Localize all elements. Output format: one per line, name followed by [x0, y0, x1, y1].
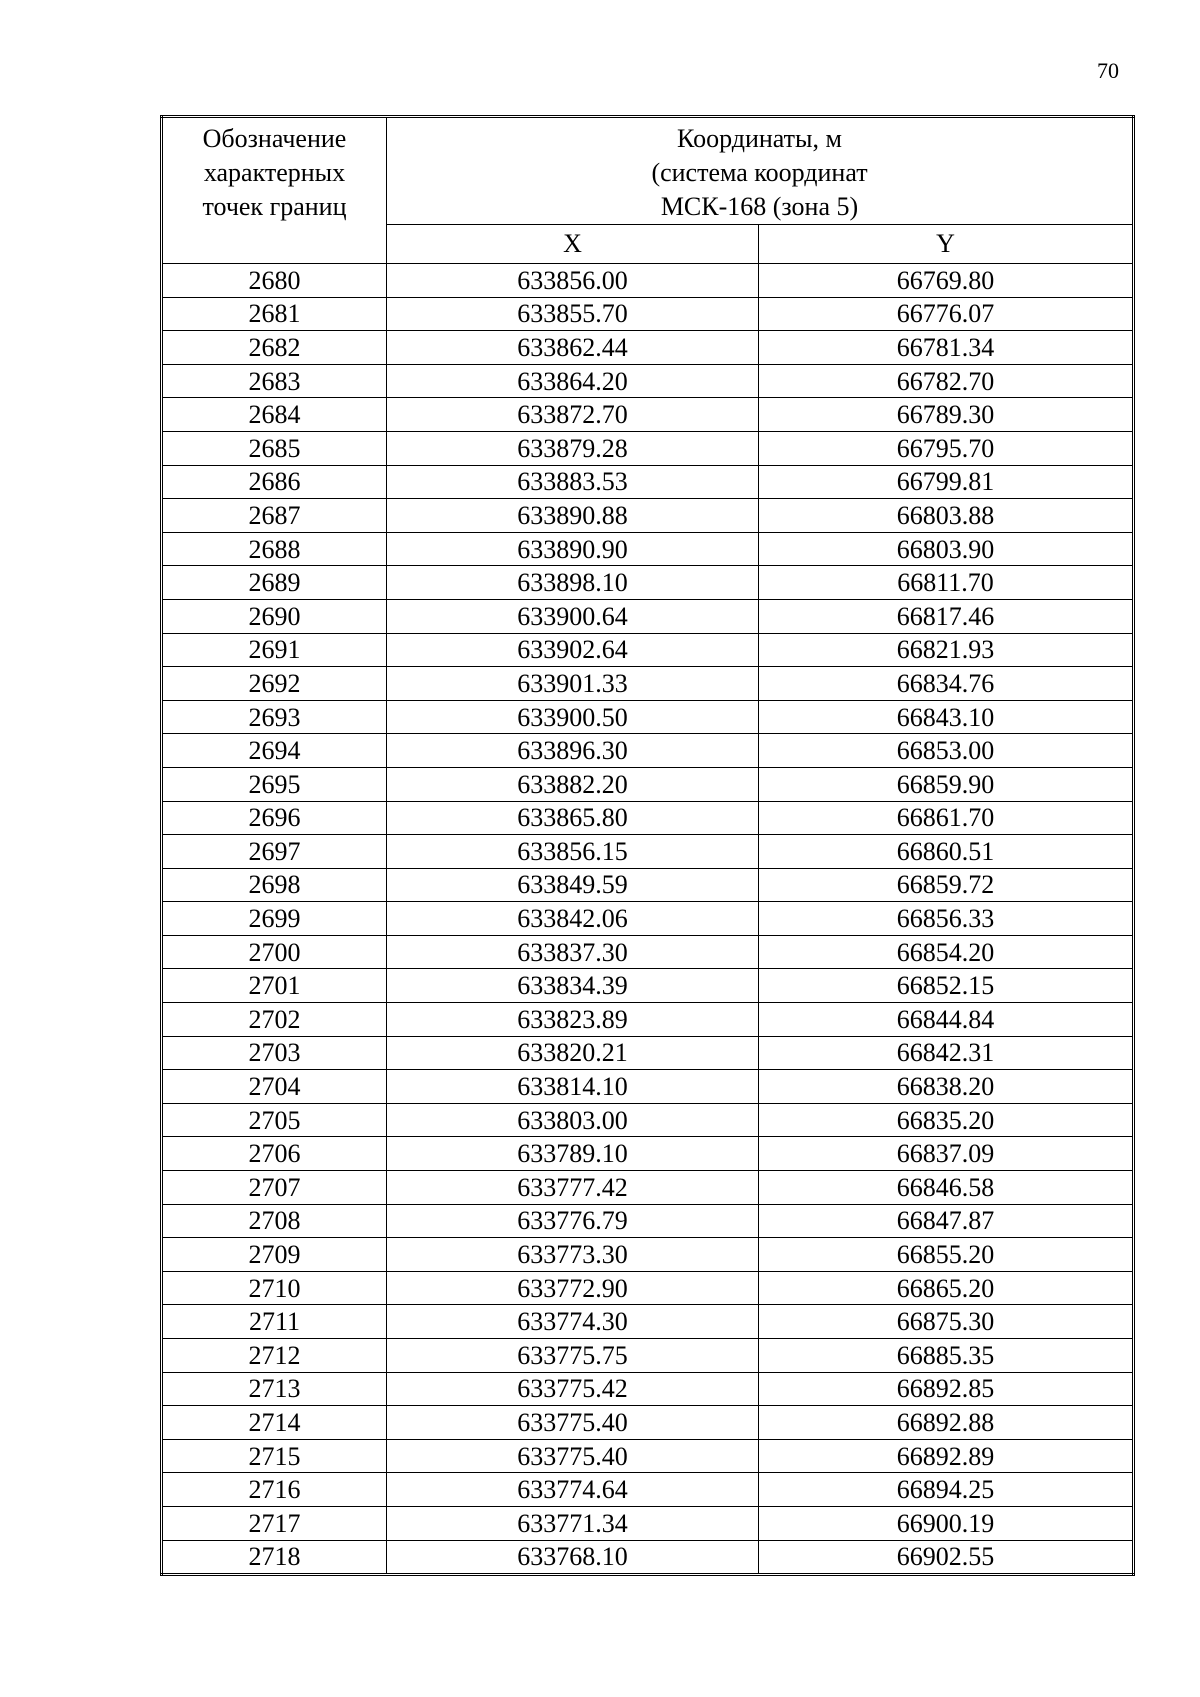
y-coordinate-cell: 66860.51: [759, 835, 1134, 869]
table-row: [162, 1439, 1134, 1473]
point-id-cell: 2691: [162, 633, 387, 667]
x-column-header: X: [387, 225, 759, 264]
point-header-line-2: характерных: [203, 158, 346, 187]
y-coordinate-cell: 66902.55: [759, 1540, 1134, 1575]
x-coordinate-cell: 633865.80: [387, 801, 759, 835]
point-id-cell: 2701: [162, 969, 387, 1003]
x-coordinate-cell: 633855.70: [387, 297, 759, 331]
x-coordinate-cell: 633849.59: [387, 868, 759, 902]
table-row: [162, 700, 1134, 734]
x-coordinate-cell: 633789.10: [387, 1137, 759, 1171]
point-id-cell: 2718: [162, 1540, 387, 1575]
y-coordinate-cell: 66853.00: [759, 734, 1134, 768]
x-coordinate-cell: 633771.34: [387, 1506, 759, 1540]
table-row: [162, 902, 1134, 936]
x-coordinate-cell: 633803.00: [387, 1103, 759, 1137]
table-row: [162, 667, 1134, 701]
x-coordinate-cell: 633896.30: [387, 734, 759, 768]
coords-header-line-3: МСК-168 (зона 5): [660, 192, 859, 221]
point-id-cell: 2706: [162, 1137, 387, 1171]
x-coordinate-cell: 633882.20: [387, 767, 759, 801]
point-id-cell: 2684: [162, 398, 387, 432]
y-coordinate-cell: 66821.93: [759, 633, 1134, 667]
point-id-cell: 2707: [162, 1171, 387, 1205]
point-id-cell: 2708: [162, 1204, 387, 1238]
y-coordinate-cell: 66846.58: [759, 1171, 1134, 1205]
y-coordinate-cell: 66854.20: [759, 935, 1134, 969]
page-number: 70: [1097, 58, 1119, 83]
table-row: [162, 1171, 1134, 1205]
y-coordinate-cell: 66835.20: [759, 1103, 1134, 1137]
x-coordinate-cell: 633856.00: [387, 264, 759, 298]
x-coordinate-cell: 633872.70: [387, 398, 759, 432]
table-row: [162, 868, 1134, 902]
x-coordinate-cell: 633883.53: [387, 465, 759, 499]
y-coordinate-cell: 66811.70: [759, 566, 1134, 600]
point-id-cell: 2711: [162, 1305, 387, 1339]
point-designation-header: [162, 117, 387, 264]
x-coordinate-cell: 633864.20: [387, 364, 759, 398]
table-row: [162, 1137, 1134, 1171]
table-row: [162, 499, 1134, 533]
point-id-cell: 2688: [162, 532, 387, 566]
y-coordinate-cell: 66852.15: [759, 969, 1134, 1003]
table-row: [162, 264, 1134, 298]
table-row: [162, 767, 1134, 801]
table-row: [162, 1271, 1134, 1305]
table-row: [162, 398, 1134, 432]
point-id-cell: 2713: [162, 1372, 387, 1406]
y-coordinate-cell: 66782.70: [759, 364, 1134, 398]
y-coordinate-cell: 66834.76: [759, 667, 1134, 701]
y-coordinate-cell: 66885.35: [759, 1339, 1134, 1373]
y-coordinate-cell: 66900.19: [759, 1506, 1134, 1540]
x-coordinate-cell: 633901.33: [387, 667, 759, 701]
point-id-cell: 2712: [162, 1339, 387, 1373]
point-id-cell: 2695: [162, 767, 387, 801]
x-coordinate-cell: 633775.40: [387, 1406, 759, 1440]
x-coordinate-cell: 633775.40: [387, 1439, 759, 1473]
point-id-cell: 2716: [162, 1473, 387, 1507]
table-row: [162, 1003, 1134, 1037]
table-row: [162, 331, 1134, 365]
table-row: [162, 734, 1134, 768]
table-row: [162, 835, 1134, 869]
table-row: [162, 1473, 1134, 1507]
table-row: [162, 1204, 1134, 1238]
y-coordinate-cell: 66776.07: [759, 297, 1134, 331]
table-row: [162, 801, 1134, 835]
y-coordinate-cell: 66803.88: [759, 499, 1134, 533]
coordinates-header: [387, 117, 1134, 225]
point-id-cell: 2692: [162, 667, 387, 701]
x-coordinate-cell: 633856.15: [387, 835, 759, 869]
y-coordinate-cell: 66795.70: [759, 431, 1134, 465]
point-id-cell: 2705: [162, 1103, 387, 1137]
y-coordinate-cell: 66892.85: [759, 1372, 1134, 1406]
point-id-cell: 2697: [162, 835, 387, 869]
table-row: [162, 1372, 1134, 1406]
table-body: [162, 264, 1134, 1575]
point-id-cell: 2685: [162, 431, 387, 465]
point-header-line-1: Обозначение: [202, 124, 347, 153]
point-id-cell: 2715: [162, 1439, 387, 1473]
point-id-cell: 2702: [162, 1003, 387, 1037]
x-coordinate-cell: 633820.21: [387, 1036, 759, 1070]
point-id-cell: 2690: [162, 599, 387, 633]
table-row: [162, 1103, 1134, 1137]
table-row: [162, 1406, 1134, 1440]
y-column-header: Y: [759, 225, 1134, 264]
point-id-cell: 2709: [162, 1238, 387, 1272]
coords-header-line-2: (система координат: [651, 158, 868, 187]
table-row: [162, 1339, 1134, 1373]
point-id-cell: 2681: [162, 297, 387, 331]
x-coordinate-cell: 633776.79: [387, 1204, 759, 1238]
point-id-cell: 2687: [162, 499, 387, 533]
y-coordinate-cell: 66859.90: [759, 767, 1134, 801]
x-coordinate-cell: 633777.42: [387, 1171, 759, 1205]
y-coordinate-cell: 66856.33: [759, 902, 1134, 936]
y-coordinate-cell: 66769.80: [759, 264, 1134, 298]
table-row: [162, 1540, 1134, 1575]
x-coordinate-cell: 633814.10: [387, 1070, 759, 1104]
table-row: [162, 633, 1134, 667]
y-coordinate-cell: 66837.09: [759, 1137, 1134, 1171]
table-row: [162, 566, 1134, 600]
y-coordinate-cell: 66843.10: [759, 700, 1134, 734]
y-coordinate-cell: 66894.25: [759, 1473, 1134, 1507]
point-id-cell: 2703: [162, 1036, 387, 1070]
y-coordinate-cell: 66799.81: [759, 465, 1134, 499]
x-coordinate-cell: 633900.50: [387, 700, 759, 734]
point-id-cell: 2699: [162, 902, 387, 936]
y-coordinate-cell: 66817.46: [759, 599, 1134, 633]
x-coordinate-cell: 633773.30: [387, 1238, 759, 1272]
x-coordinate-cell: 633900.64: [387, 599, 759, 633]
x-coordinate-cell: 633774.64: [387, 1473, 759, 1507]
x-coordinate-cell: 633768.10: [387, 1540, 759, 1575]
y-coordinate-cell: 66861.70: [759, 801, 1134, 835]
x-coordinate-cell: 633902.64: [387, 633, 759, 667]
table-row: [162, 599, 1134, 633]
point-header-line-3: точек границ: [202, 192, 347, 221]
point-id-cell: 2693: [162, 700, 387, 734]
point-id-cell: 2698: [162, 868, 387, 902]
point-id-cell: 2694: [162, 734, 387, 768]
point-id-cell: 2717: [162, 1506, 387, 1540]
point-id-cell: 2680: [162, 264, 387, 298]
table-row: [162, 1070, 1134, 1104]
point-id-cell: 2700: [162, 935, 387, 969]
x-coordinate-cell: 633890.90: [387, 532, 759, 566]
x-coordinate-cell: 633837.30: [387, 935, 759, 969]
point-id-cell: 2682: [162, 331, 387, 365]
table-row: [162, 1036, 1134, 1070]
y-coordinate-cell: 66859.72: [759, 868, 1134, 902]
point-id-cell: 2689: [162, 566, 387, 600]
x-coordinate-cell: 633774.30: [387, 1305, 759, 1339]
point-id-cell: 2696: [162, 801, 387, 835]
table-row: [162, 532, 1134, 566]
x-coordinate-cell: 633842.06: [387, 902, 759, 936]
table-row: [162, 935, 1134, 969]
x-coordinate-cell: 633890.88: [387, 499, 759, 533]
y-coordinate-cell: 66865.20: [759, 1271, 1134, 1305]
y-coordinate-cell: 66838.20: [759, 1070, 1134, 1104]
table-row: [162, 1506, 1134, 1540]
x-coordinate-cell: 633834.39: [387, 969, 759, 1003]
coordinates-table: [160, 115, 1135, 1576]
x-coordinate-cell: 633862.44: [387, 331, 759, 365]
table-row: [162, 1305, 1134, 1339]
y-coordinate-cell: 66875.30: [759, 1305, 1134, 1339]
x-coordinate-cell: 633775.75: [387, 1339, 759, 1373]
table-row: [162, 297, 1134, 331]
point-id-cell: 2710: [162, 1271, 387, 1305]
x-coordinate-cell: 633775.42: [387, 1372, 759, 1406]
y-coordinate-cell: 66847.87: [759, 1204, 1134, 1238]
y-coordinate-cell: 66892.88: [759, 1406, 1134, 1440]
x-coordinate-cell: 633879.28: [387, 431, 759, 465]
y-coordinate-cell: 66842.31: [759, 1036, 1134, 1070]
x-coordinate-cell: 633823.89: [387, 1003, 759, 1037]
x-coordinate-cell: 633898.10: [387, 566, 759, 600]
y-coordinate-cell: 66892.89: [759, 1439, 1134, 1473]
point-id-cell: 2686: [162, 465, 387, 499]
point-id-cell: 2683: [162, 364, 387, 398]
table-row: [162, 431, 1134, 465]
y-coordinate-cell: 66844.84: [759, 1003, 1134, 1037]
x-coordinate-cell: 633772.90: [387, 1271, 759, 1305]
coords-header-line-1: Координаты, м: [677, 124, 842, 153]
point-id-cell: 2714: [162, 1406, 387, 1440]
table-row: [162, 1238, 1134, 1272]
table-row: [162, 364, 1134, 398]
y-coordinate-cell: 66781.34: [759, 331, 1134, 365]
point-id-cell: 2704: [162, 1070, 387, 1104]
y-coordinate-cell: 66789.30: [759, 398, 1134, 432]
table-row: [162, 969, 1134, 1003]
y-coordinate-cell: 66855.20: [759, 1238, 1134, 1272]
y-coordinate-cell: 66803.90: [759, 532, 1134, 566]
table-row: [162, 465, 1134, 499]
